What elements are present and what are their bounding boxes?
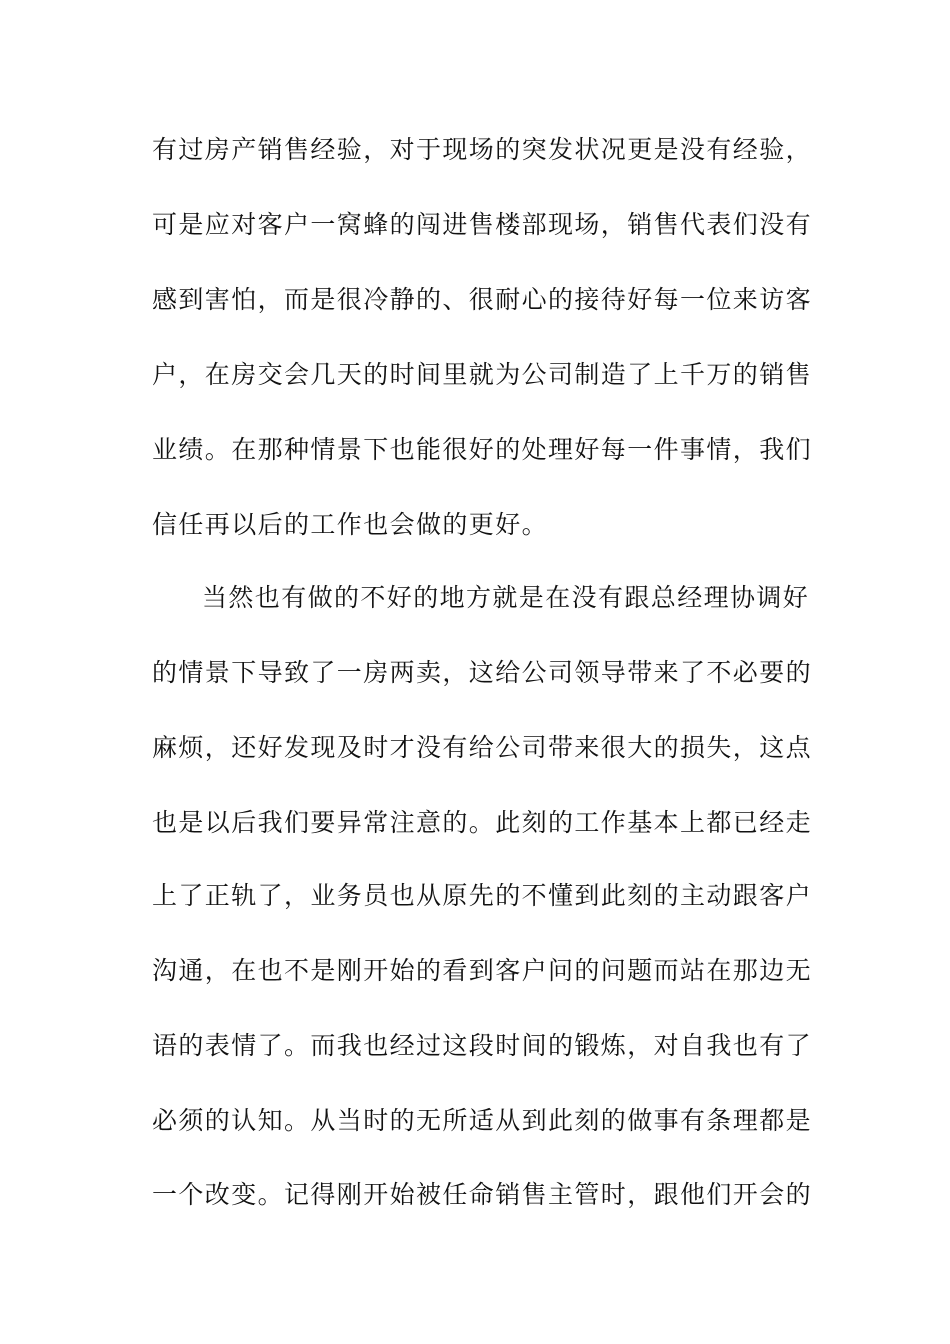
- text-line: 信任再以后的工作也会做的更好。: [152, 510, 549, 539]
- text-line: 上了正轨了，业务员也从原先的不懂到此刻的主动跟客户: [152, 881, 813, 910]
- text-line: 感到害怕，而是很冷静的、很耐心的接待好每一位来访客: [152, 285, 813, 314]
- paragraph-first-line: 当然也有做的不好的地方就是在没有跟总经理协调好: [202, 583, 810, 612]
- text-line: 必须的认知。从当时的无所适从到此刻的做事有条理都是: [152, 1106, 813, 1135]
- text-line: 沟通，在也不是刚开始的看到客户问的问题而站在那边无: [152, 956, 813, 985]
- text-line: 业绩。在那种情景下也能很好的处理好每一件事情，我们: [152, 435, 813, 464]
- text-line: 的情景下导致了一房两卖，这给公司领导带来了不必要的: [152, 658, 813, 687]
- text-line: 户，在房交会几天的时间里就为公司制造了上千万的销售: [152, 360, 813, 389]
- text-line: 语的表情了。而我也经过这段时间的锻炼，对自我也有了: [152, 1031, 813, 1060]
- text-line: 有过房产销售经验，对于现场的突发状况更是没有经验，: [152, 135, 813, 164]
- text-line: 也是以后我们要异常注意的。此刻的工作基本上都已经走: [152, 808, 813, 837]
- text-line: 可是应对客户一窝蜂的闯进售楼部现场，销售代表们没有: [152, 210, 813, 239]
- text-line: 麻烦，还好发现及时才没有给公司带来很大的损失，这点: [152, 733, 813, 762]
- text-line: 一个改变。记得刚开始被任命销售主管时，跟他们开会的: [152, 1180, 813, 1209]
